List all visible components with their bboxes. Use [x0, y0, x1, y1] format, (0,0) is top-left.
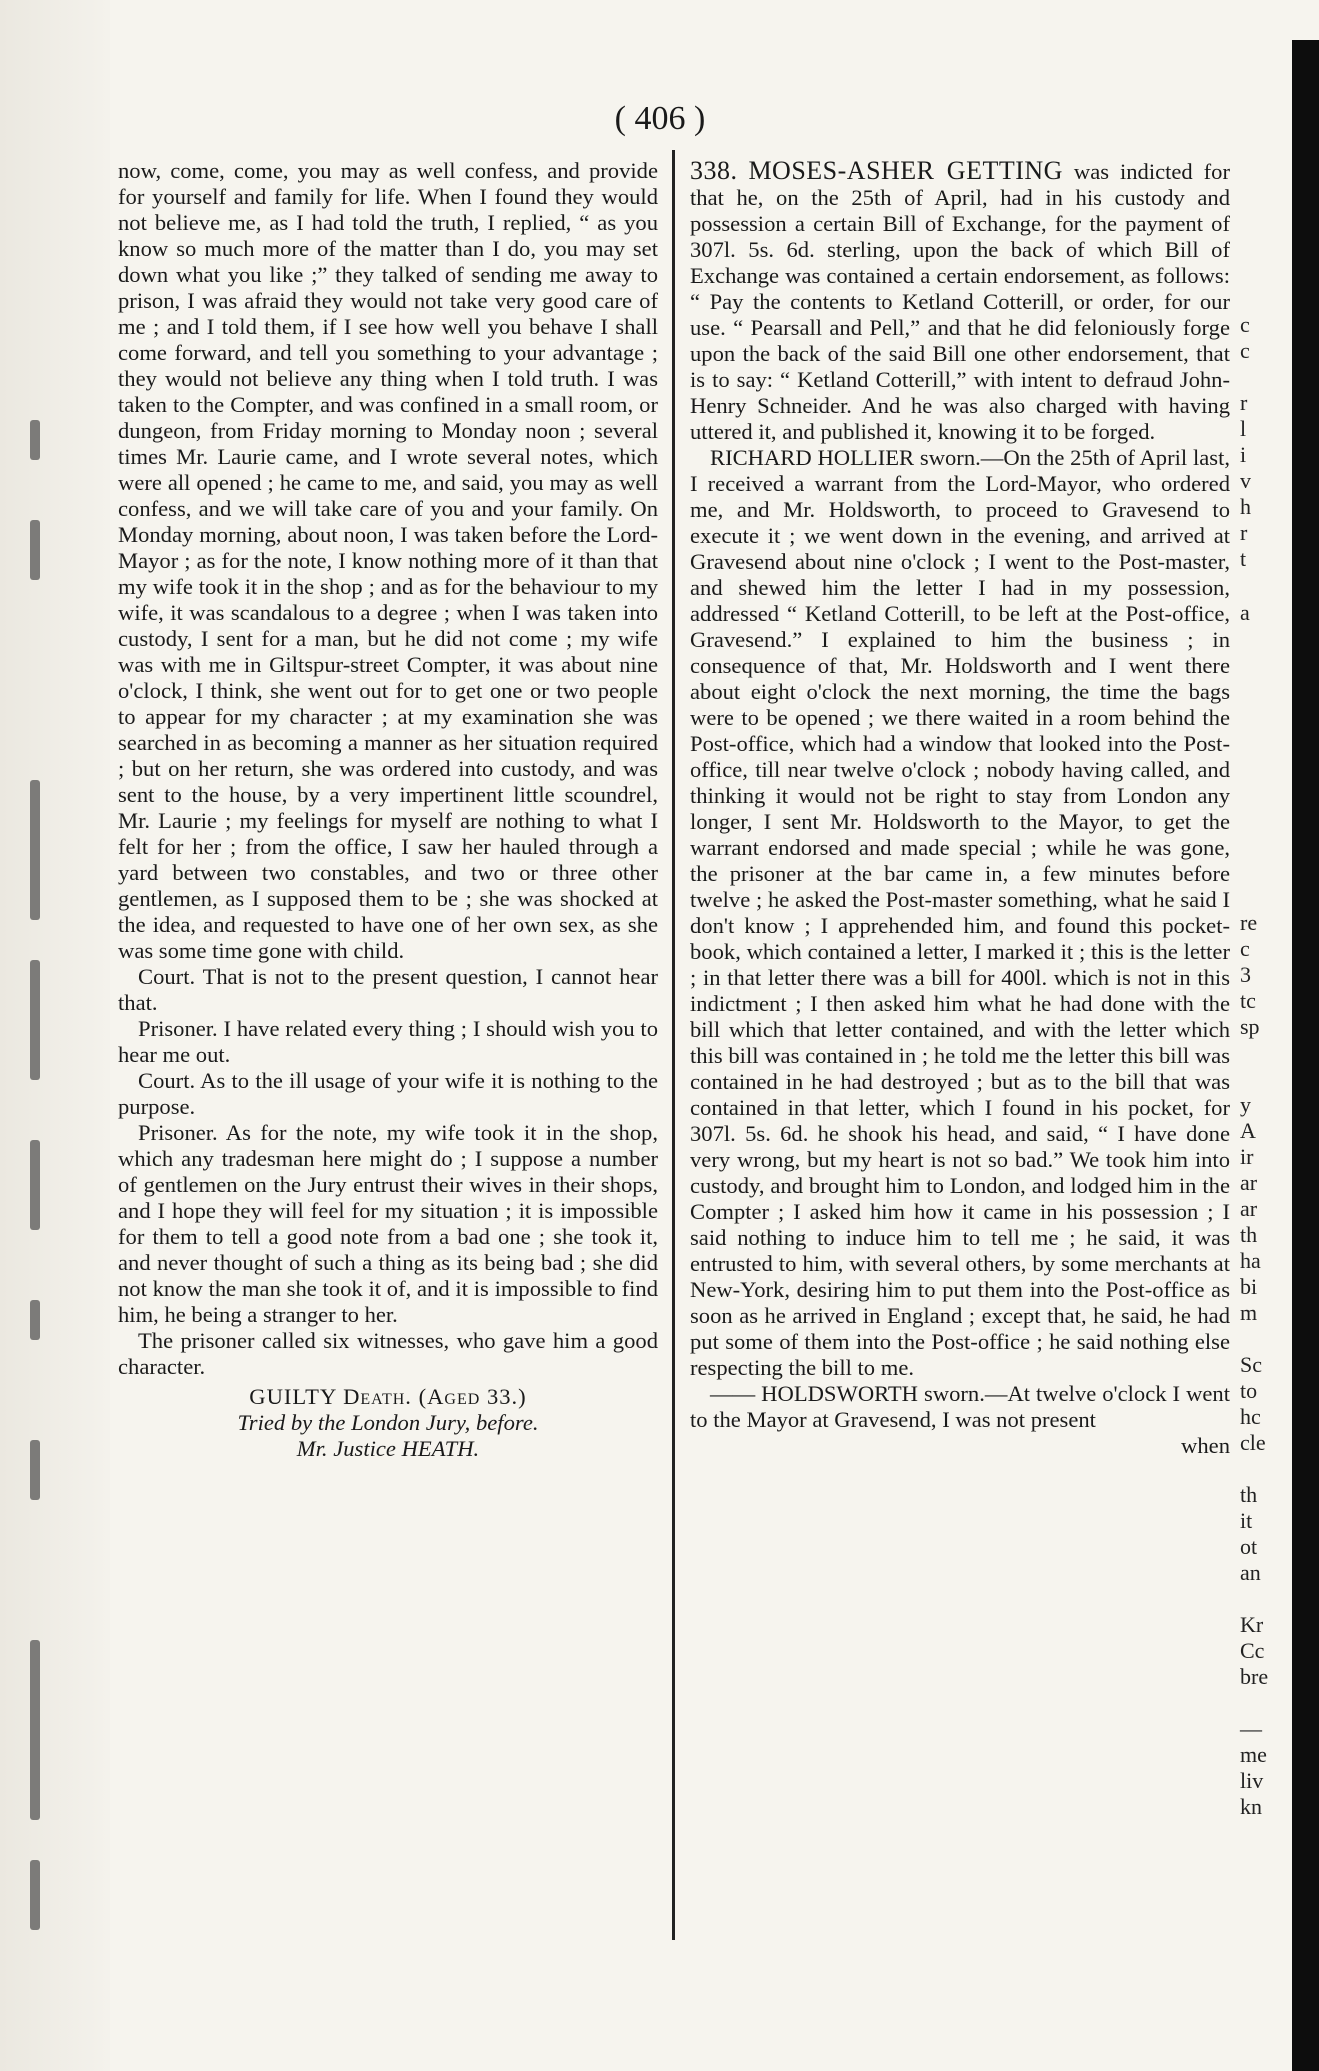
holdsworth-testimony: —— HOLDSWORTH sworn.—At twelve o'clock I went to the Mayor at Gravesend, I was not present: [690, 1381, 1230, 1432]
next-page-fragment: —: [1240, 1716, 1262, 1741]
ink-speck: [30, 1300, 40, 1340]
verdict: GUILTY Death. (Aged 33.): [249, 1384, 527, 1409]
hollier-testimony: RICHARD HOLLIER sworn.—On the 25th of April last, I received a warrant from the Lord-Mayor, who ordered me, and Mr. Holdsworth, to proceed to Gravesend to execute it ; we went down in the evening, and arrived at Gravesend about nine o'clock ; I went to the Post-master, and shewed him the letter I had in my possession, addressed “ Ketland Cotterill, to be left at the Post-office, Gravesend.” I explained to him the business ; in consequence of that, Mr. Holdsworth and I went there about eight o'clock the next morning, the time the bags were to be opened ; we there waited in a room behind the Post-office, which had a window that looked into the Post-office, till near twelve o'clock ; nobody having called, and thinking it would not be right to stay from London any longer, I sent Mr. Holdsworth to the Mayor, to get the warrant endorsed and made special ; while he was gone, the prisoner at the bar came in, a few minutes before twelve ; he asked the Post-master something, what he said I don't know ; I apprehended him, and found this pocket-book, which contained a letter, I marked it ; this is the letter ; in that letter there was a bill for 400l. which is not in this indictment ; I then asked him what he had done with the bill which that letter contained, and with the letter which this bill was contained in ; he told me the letter this bill was contained in he had destroyed ; but as to the bill that was contained in that letter, which I found in his pocket, for 307l. 5s. 6d. he shook his head, and said, “ I have done very wrong, but my heart is not so bad.” We took him into custody, and brought him to London, and lodged him in the Compter ; I asked him how it came in his possession ; I said nothing to induce him to tell me ; he said, it was entrusted to him, with several others, by some merchants at New-York, desiring him to put them into the Post-office as soon as he arrived in England ; except that, he said, he had put some of them into the Post-office ; he said nothing else respecting the bill to me.: [690, 445, 1230, 1380]
case-338-opening: [690, 158, 1230, 445]
next-page-fragment: c: [1240, 312, 1250, 337]
defendant-name: MOSES-ASHER GETTING: [748, 158, 1063, 185]
next-page-fragment: r: [1240, 390, 1248, 415]
next-page-fragment: i: [1240, 442, 1247, 467]
next-page-fragment: l: [1240, 416, 1247, 441]
next-page-fragment: it: [1240, 1508, 1253, 1533]
ink-speck: [30, 960, 40, 1080]
scan-edge-shadow: [1292, 40, 1319, 2071]
next-page-fragment: c: [1240, 936, 1250, 961]
indictment-text: was indicted for that he, on the 25th of April, had in his custody and possession a certain Bill of Exchange, for the payment of 307l. 5s. 6d. sterling, upon the back of which Bill of Exchange was contained a certain endorsement, as follows: “ Pay the contents to Ketland Cotterill, or order, for our use. “ Pearsall and Pell,” and that he did feloniously forge upon the back of the said Bill one other endorsement, that is to say: “ Ketland Cotterill,” with intent to defraud John-Henry Schneider. And he was also charged with having uttered it, and published it, knowing it to be forged.: [690, 159, 1230, 444]
next-page-fragment: th: [1240, 1482, 1258, 1507]
next-page-fragment: ir: [1240, 1144, 1254, 1169]
verdict-block: [118, 1384, 658, 1462]
ink-speck: [30, 780, 40, 920]
next-page-fragment: re: [1240, 910, 1258, 935]
left-paragraph-4: Court. As to the ill usage of your wife it is nothing to the purpose.: [118, 1068, 658, 1119]
left-paragraph-6: The prisoner called six witnesses, who gave him a good character.: [118, 1328, 658, 1379]
next-page-fragment: ar: [1240, 1170, 1258, 1195]
ink-speck: [30, 1860, 40, 1930]
column-rule: [672, 150, 675, 1940]
ink-speck: [30, 1140, 40, 1230]
next-page-fragment: ha: [1240, 1248, 1261, 1273]
catchword: when: [1181, 1433, 1230, 1458]
page-number: ( 406 ): [614, 100, 706, 137]
next-page-fragment: m: [1240, 1300, 1258, 1325]
left-paragraph-5: Prisoner. As for the note, my wife took it in the shop, which any tradesman here might do ; I suppose a number of gentlemen on the Jury entrust their wives in their shops, and I hope they will feel for my situation ; it is impossible for them to tell a good note from a bad one ; she took it, and never thought of such a thing as its being bad ; she did not know the man she took it of, and it is impossible to find him, he being a stranger to her.: [118, 1120, 658, 1327]
tried-by: Tried by the London Jury, before.: [237, 1410, 539, 1435]
next-page-fragment: ot: [1240, 1534, 1258, 1559]
next-page-fragment: bre: [1240, 1664, 1269, 1689]
next-page-fragment: c: [1240, 338, 1250, 363]
next-page-fragment: tc: [1240, 988, 1256, 1013]
binding-margin: [0, 0, 110, 2071]
next-page-fragment: an: [1240, 1560, 1261, 1585]
next-page-fragment: 3: [1240, 962, 1251, 987]
judge: Mr. Justice HEATH.: [296, 1436, 480, 1461]
next-page-fragment: h: [1240, 494, 1251, 519]
left-column: [118, 158, 658, 1998]
case-number: 338.: [690, 158, 738, 185]
next-page-fragment: Kr: [1240, 1612, 1264, 1637]
next-page-fragment: cle: [1240, 1430, 1266, 1455]
next-page-fragment: sp: [1240, 1014, 1260, 1039]
next-page-fragment: liv: [1240, 1768, 1264, 1793]
next-page-fragment: bi: [1240, 1274, 1258, 1299]
next-page-fragment: kn: [1240, 1794, 1262, 1819]
ink-speck: [30, 520, 40, 580]
next-page-fragment: to: [1240, 1378, 1258, 1403]
next-page-fragment: ar: [1240, 1196, 1258, 1221]
left-paragraph-2: Court. That is not to the present question, I cannot hear that.: [118, 964, 658, 1015]
right-column: [690, 158, 1230, 1998]
ink-speck: [30, 1640, 40, 1820]
next-page-fragment: r: [1240, 520, 1248, 545]
next-page-fragment: th: [1240, 1222, 1258, 1247]
next-page-fragment: me: [1240, 1742, 1267, 1767]
left-paragraph-3: Prisoner. I have related every thing ; I should wish you to hear me out.: [118, 1016, 658, 1067]
next-page-fragment: hc: [1240, 1404, 1261, 1429]
next-page-fragment: t: [1240, 546, 1247, 571]
ink-speck: [30, 420, 40, 460]
next-page-fragment: Cc: [1240, 1638, 1265, 1663]
ink-speck: [30, 1440, 40, 1500]
next-page-fragment: v: [1240, 468, 1251, 493]
next-page-fragment: A: [1240, 1118, 1256, 1143]
next-page-fragment: a: [1240, 600, 1250, 625]
next-page-fragment: y: [1240, 1092, 1251, 1117]
next-page-fragment: Sc: [1240, 1352, 1262, 1377]
left-paragraph-1: now, come, come, you may as well confess, and provide for yourself and family for life. When I found they would not believe me, as I had told the truth, I replied, “ as you know so much more of the matter than I do, you may set down what you like ;” they talked of sending me away to prison, I was afraid they would not take very good care of me ; and I told them, if I see how well you behave I shall come forward, and tell you something to your advantage ; they would not believe any thing when I told truth. I was taken to the Compter, and was confined in a small room, or dungeon, from Friday morning to Monday noon ; several times Mr. Laurie came, and I wrote several notes, which were all opened ; he came to me, and said, you may as well confess, and we will take care of you and your family. On Monday morning, about noon, I was taken before the Lord-Mayor ; as for the note, I know nothing more of it than that my wife took it in the shop ; and as for the behaviour to my wife, it was scandalous to a degree ; when I was taken into custody, I sent for a man, but he did not come ; my wife was with me in Giltspur-street Compter, it was about nine o'clock, I think, she went out for to get one or two people to appear for my character ; at my examination she was searched in as becoming a manner as her situation required ; but on her return, she was ordered into custody, and was sent to the house, by a very impertinent little scoundrel, Mr. Laurie ; my feelings for myself are nothing to what I felt for her ; from the office, I saw her hauled through a yard between two constables, and two or three other gentlemen, as I supposed them to be ; she was shocked at the idea, and requested to have one of her own sex, as she was some time gone with child.: [118, 158, 658, 963]
